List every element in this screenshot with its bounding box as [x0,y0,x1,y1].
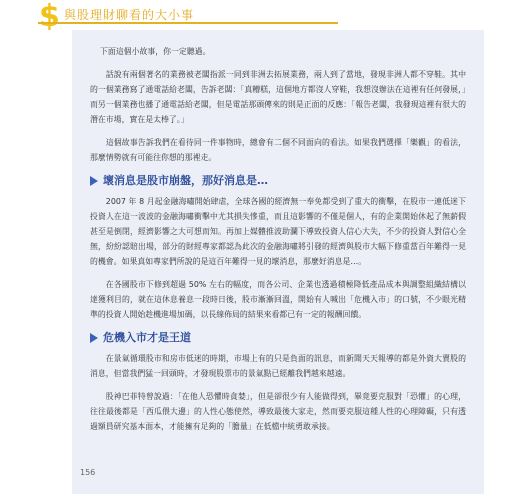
section-title: 壞消息是股市崩盤，那好消息是… [103,174,268,187]
arrow-icon [90,176,98,186]
svg-text:$: $ [39,0,60,30]
paragraph: 在景氣循環股市和房市低迷的時期，市場上有的只是負面的訊息，而新聞天天報導的都是外資大賣股的消息，但當我們猛一回頭時，才發現股票市的景氣點已經離我們越來越遠。 [90,354,466,378]
section-heading [90,330,466,345]
body-text [90,44,466,442]
page-number: 156 [80,468,96,477]
paragraph: 這個故事告訴我們在看待同一件事物時，總會有二個不同面向的看法。如果我們選擇「樂觀」的看法，那麼情勢就有可能往你想的那裡走。 [90,138,466,162]
paragraph: 2007 年 8 月起金融海嘯開始肆虐，全球各國的經濟無一奉免都受到了重大的衝擊，在股市一連低迷下投資人在這一波波的金融海嘯衝擊中尤其損失慘重，而且這影響的不僅是個人，有的企業開始休起了無薪假甚至是倒閉，經濟影響之大可想而知。再加上媒體推波助瀾下導致投資人信心大失，不少的投資人對信心全無，紛紛認賠出場，部分的財經專家都認為此次的金融海嘯將引發的經濟與股市大幅下修重當百年難得一見的機會。如果真如專家們所說的是這百年難得一見的壞消息，那麼好消息是…。 [90,197,466,266]
section-heading [90,173,466,188]
intro-paragraph: 下面這個小故事，你一定聽過。 [100,47,211,56]
arrow-icon [90,333,98,343]
paragraph: 股神巴菲特曾說過：「在他人恐懼時貪婪」，但是卻很少有人能做得到，畢竟要克服對「恐懼」的心理，往往最後都是「西瓜偎大邊」的人性心態使然，導致最後大家走，然而要克服這種人性的心理障礙，只有透過額員研究基本面本，才能擁有足夠的「膽量」在低檔中統勇敢承接。 [90,392,466,431]
running-header: 與股理財聊看的大小事 [64,8,195,22]
paragraph: 在各國股市下修到超過 50% 左右的幅度，而各公司、企業也透過積極降低產品成本與調整組織結構以達獲利目的，就在這休息養息一段時日後，股市漸漸回溫，開始有人喊出「危機入市」的口號，不少眼光精準的投資人開始趁機進場加碼，以長線佈局的結果來看都已有一定的報酬回饋。 [90,280,466,319]
section-title: 危機入市才是王道 [103,331,191,344]
paragraph: 話說有兩個著名的業務被老闆指派一同到非洲去拓展業務，兩人到了當地，發現非洲人都不穿鞋。其中的一個業務寫了通電話給老闆，告訴老闆：「真糟糕，這個地方都沒人穿鞋，我想沒辦法在這裡有任何發展，」而另一個業務也播了通電話給老闆，但是電話那頭傳來的則是正面的反應：「報告老闆，我發現這裡有很大的潛在市場，實在是太棒了。」 [90,70,466,124]
